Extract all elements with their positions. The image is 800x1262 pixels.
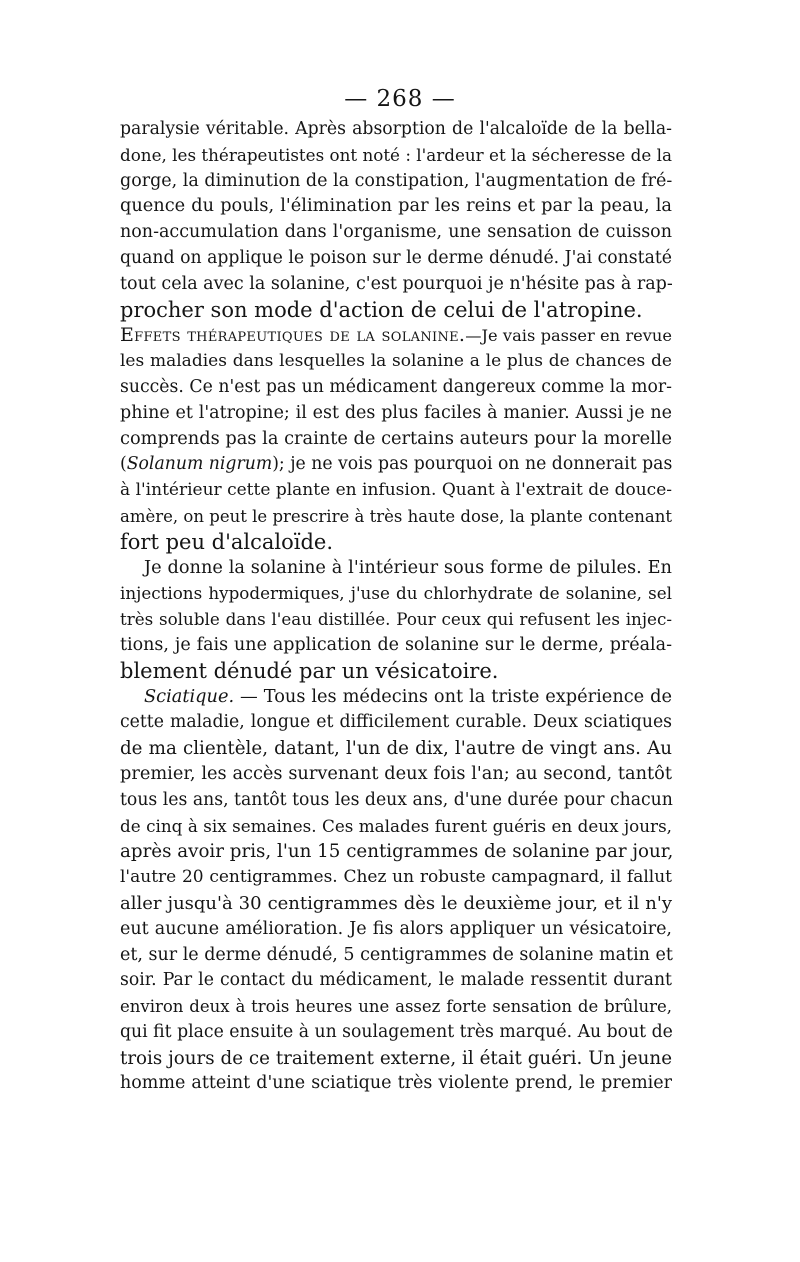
page-number: — 268 —	[344, 86, 456, 112]
text-line: non-accumulation dans l'organisme, une sensation de cuisson	[120, 222, 672, 243]
text-line: quence du pouls, l'élimination par les reins et par la peau, la	[120, 196, 672, 217]
text-line: injections hypodermiques, j'use du chlorhydrate de solanine, sel	[120, 583, 672, 604]
paragraph-therapeutic-effects	[120, 323, 672, 555]
text-line: les maladies dans lesquelles la solanine a le plus de chances de	[120, 351, 672, 372]
text-line: succès. Ce n'est pas un médicament dangereux comme la mor-	[120, 376, 672, 397]
text-line: de cinq à six semaines. Ces malades furent guéris en deux jours,	[120, 815, 672, 836]
text-line: tous les ans, tantôt tous les deux ans, d'une durée pour chacun	[120, 789, 673, 810]
body-text	[120, 117, 672, 1097]
text-fragment: —Je vais passer en revue	[465, 326, 672, 346]
text-line: Je donne la solanine à l'intérieur sous forme de pilules. En	[144, 557, 672, 578]
section-heading: Sciatique.	[144, 686, 235, 707]
text-line: environ deux à trois heures une assez forte sensation de brûlure,	[120, 997, 672, 1017]
text-line: tions, je fais une application de solanine sur le derme, préala-	[120, 634, 672, 655]
text-line: et, sur le derme dénudé, 5 centigrammes de solanine matin et	[120, 944, 673, 965]
text-line: premier, les accès survenant deux fois l'an; au second, tantôt	[120, 763, 672, 784]
text-line: soir. Par le contact du médicament, le malade ressentit durant	[120, 970, 672, 991]
paragraph-atropine-comparison	[120, 117, 672, 323]
text-line: eut aucune amélioration. Je fis alors appliquer un vésicatoire,	[120, 918, 672, 939]
text-line	[120, 452, 672, 478]
text-line: cette maladie, longue et difficilement curable. Deux sciatiques	[120, 712, 672, 733]
text-line: très soluble dans l'eau distillée. Pour ceux qui refusent les injec-	[120, 609, 672, 630]
text-line	[120, 323, 672, 349]
text-line: de ma clientèle, datant, l'un de dix, l'autre de vingt ans. Au	[120, 738, 672, 760]
text-line: amère, on peut le prescrire à très haute dose, la plante contenant	[120, 506, 672, 526]
text-line: done, les thérapeutistes ont noté : l'ardeur et la sécheresse de la	[120, 144, 672, 165]
text-line: après avoir pris, l'un 15 centigrammes de solanine par jour,	[120, 841, 674, 863]
text-line: homme atteint d'une sciatique très violente prend, le premier	[120, 1073, 672, 1094]
paragraph-administration	[120, 556, 672, 685]
text-line: paralysie véritable. Après absorption de l'alcaloïde de la bella-	[120, 119, 672, 139]
text-line: procher son mode d'action de celui de l'atropine.	[120, 297, 643, 322]
text-line	[120, 685, 672, 711]
text-line: comprends pas la crainte de certains auteurs pour la morelle	[120, 428, 672, 449]
species-name: Solanum nigrum	[126, 454, 273, 475]
text-line: quand on applique le poison sur le derme dénudé. J'ai constaté	[120, 247, 672, 268]
text-line: phine et l'atropine; il est des plus faciles à manier. Aussi je ne	[120, 402, 672, 423]
text-fragment: — Tous les médecins ont la triste expérience de	[234, 686, 672, 707]
text-line: aller jusqu'à 30 centigrammes dès le deuxième jour, et il n'y	[120, 892, 672, 914]
text-line: trois jours de ce traitement externe, il était guéri. Un jeune	[120, 1047, 672, 1069]
text-line: blement dénudé par un vésicatoire.	[120, 658, 499, 683]
text-line: qui fit place ensuite à un soulagement très marqué. Au bout de	[120, 1021, 673, 1042]
text-fragment: ); je ne vois pas pourquoi on ne donnerait pas	[272, 454, 673, 475]
section-heading: Effets thérapeutiques de la solanine.	[120, 324, 466, 347]
text-line: à l'intérieur cette plante en infusion. Quant à l'extrait de douce-	[120, 480, 672, 501]
text-line: fort peu d'alcaloïde.	[120, 529, 333, 554]
text-line: l'autre 20 centigrammes. Chez un robuste campagnard, il fallut	[120, 867, 672, 888]
text-line: gorge, la diminution de la constipation, l'augmentation de fré-	[120, 170, 673, 191]
text-fragment: (	[120, 454, 127, 475]
text-line: tout cela avec la solanine, c'est pourquoi je n'hésite pas à rap-	[120, 273, 673, 294]
paragraph-sciatica	[120, 685, 672, 1098]
